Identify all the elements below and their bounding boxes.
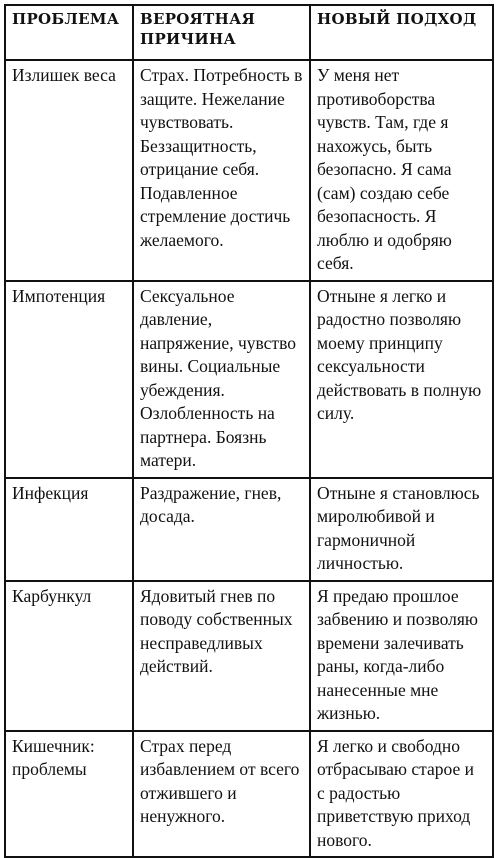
header-approach: НОВЫЙ ПОДХОД — [310, 5, 493, 60]
cell-cause: Раздражение, гнев, досада. — [133, 478, 310, 581]
cell-approach: Отныне я становлюсь миролюбивой и гармоничной личностью. — [310, 478, 493, 581]
cell-problem: Карбункул — [5, 581, 133, 731]
table-row — [5, 281, 493, 478]
cell-approach: Я легко и свободно отбрасываю старое и с радостью приветствую приход нового. — [310, 731, 493, 858]
table-row — [5, 478, 493, 581]
cell-problem: Излишек веса — [5, 60, 133, 281]
cell-approach: Я предаю прошлое забвению и позволяю времени залечивать раны, когда-либо нанесенные мне жизнью. — [310, 581, 493, 731]
cell-cause: Сексуальное давление, напряжение, чувство вины. Социальные убеждения. Озлобленность на партнера. Боязнь матери. — [133, 281, 310, 478]
table-header — [5, 5, 493, 60]
cell-problem: Импотенция — [5, 281, 133, 478]
cell-problem: Инфекция — [5, 478, 133, 581]
table-body — [5, 60, 493, 857]
header-row — [5, 5, 493, 60]
header-cause: ВЕРОЯТНАЯ ПРИЧИНА — [133, 5, 310, 60]
cell-approach: У меня нет противоборства чувств. Там, где я нахожусь, быть безопасно. Я сама (сам) создаю себе безопасность. Я люблю и одобряю себя. — [310, 60, 493, 281]
cell-cause: Страх. Потребность в защите. Нежелание чувствовать. Беззащитность, отрицание себя. Подавленное стремление достичь желаемого. — [133, 60, 310, 281]
cell-cause: Ядовитый гнев по поводу собственных несправедливых действий. — [133, 581, 310, 731]
table-row — [5, 60, 493, 281]
cell-problem: Кишечник: проблемы — [5, 731, 133, 858]
table-row — [5, 731, 493, 858]
problem-cause-approach-table — [4, 4, 494, 858]
cell-cause: Страх перед избавлением от всего отжившего и ненужного. — [133, 731, 310, 858]
cell-approach: Отныне я легко и радостно позволяю моему принципу сексуальности действовать в полную силу. — [310, 281, 493, 478]
table-row — [5, 581, 493, 731]
header-problem: ПРОБЛЕМА — [5, 5, 133, 60]
